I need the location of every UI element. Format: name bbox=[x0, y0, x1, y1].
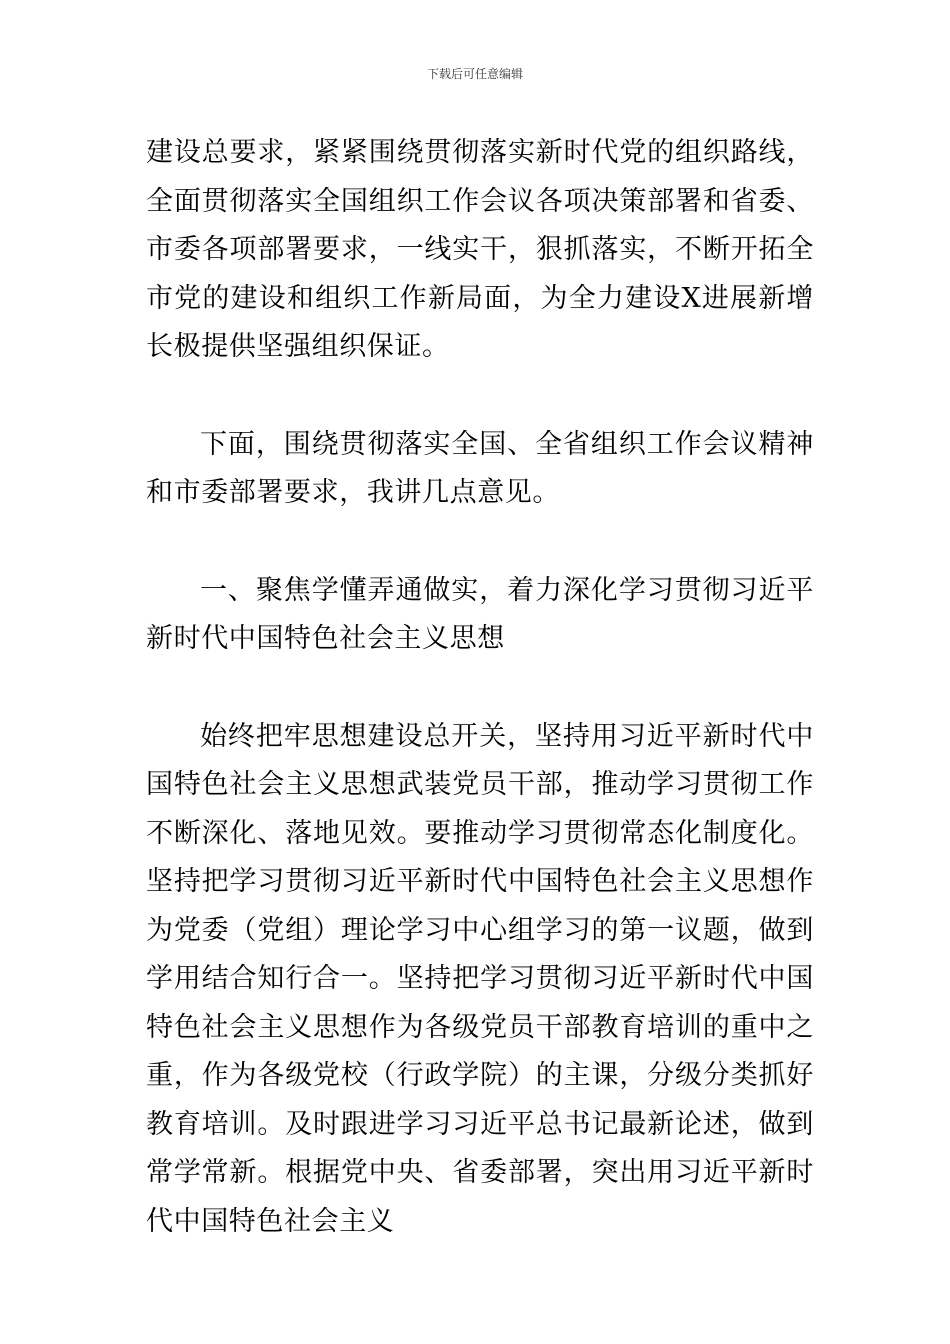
paragraph-gap bbox=[146, 664, 814, 713]
paragraph-gap bbox=[146, 518, 814, 567]
document-body bbox=[146, 129, 814, 1246]
page-header: 下载后可任意编辑 bbox=[426, 67, 523, 81]
section-heading: 一、聚焦学懂弄通做实，着力深化学习贯彻习近平新时代中国特色社会主义思想 bbox=[146, 574, 814, 654]
paragraph-continuation: 建设总要求，紧紧围绕贯彻落实新时代党的组织路线，全面贯彻落实全国组织工作会议各项决策部署和省委、市委各项部署要求，一线实干，狠抓落实，不断开拓全市党的建设和组织工作新局面，为全力建设X进展新增长极提供坚强组织保证。 bbox=[146, 137, 814, 362]
paragraph-intro: 下面，围绕贯彻落实全国、全省组织工作会议精神和市委部署要求，我讲几点意见。 bbox=[146, 428, 814, 508]
paragraph-body: 始终把牢思想建设总开关，坚持用习近平新时代中国特色社会主义思想武装党员干部，推动学习贯彻工作不断深化、落地见效。要推动学习贯彻常态化制度化。坚持把学习贯彻习近平新时代中国特色社会主义思想作为党委（党组）理论学习中心组学习的第一议题，做到学用结合知行合一。坚持把学习贯彻习近平新时代中国特色社会主义思想作为各级党员干部教育培训的重中之重，作为各级党校（行政学院）的主课，分级分类抓好教育培训。及时跟进学习习近平总书记最新论述，做到常学常新。根据党中央、省委部署，突出用习近平新时代中国特色社会主义 bbox=[146, 720, 814, 1237]
paragraph-gap bbox=[146, 372, 814, 421]
